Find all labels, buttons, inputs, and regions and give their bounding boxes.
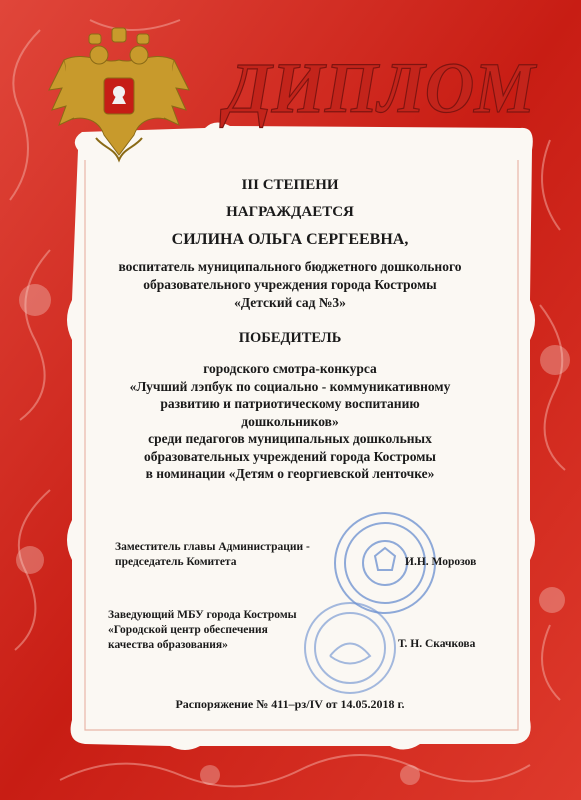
contest-line: в номинации «Детям о георгиевской ленточке» — [145, 466, 435, 481]
signatory-1-name: И.Н. Морозов — [405, 556, 477, 568]
position-line: воспитатель муниципального бюджетного дошкольного — [118, 259, 462, 274]
contest-line: среди педагогов муниципальных дошкольных — [148, 431, 432, 446]
contest-block — [70, 360, 510, 483]
position-block — [70, 258, 510, 312]
degree-text: III СТЕПЕНИ — [241, 177, 339, 193]
signatory-2-role: Заведующий МБУ города Костромы «Городской центр обеспечения качества образования» — [108, 609, 297, 651]
contest-line: образовательных учреждений города Костромы — [144, 448, 436, 464]
recipient-name: СИЛИНА ОЛЬГА СЕРГЕЕВНА, — [171, 231, 409, 248]
contest-line: дошкольников» — [241, 413, 339, 429]
official-stamp-center — [300, 598, 400, 698]
contest-line: развитию и патриотическому воспитанию — [160, 396, 420, 411]
signatory-1-role: Заместитель главы Администрации - председатель Комитета — [115, 541, 310, 568]
awarded-text: НАГРАЖДАЕТСЯ — [226, 204, 354, 220]
double-headed-eagle-emblem — [44, 20, 194, 170]
signatory-2-name: Т. Н. Скачкова — [398, 638, 476, 650]
diploma-title — [215, 40, 555, 130]
position-line: «Детский сад №3» — [234, 295, 346, 310]
contest-line: «Лучший лэпбук по социально - коммуникативному — [129, 378, 451, 394]
contest-line: городского смотра-конкурса — [203, 361, 377, 376]
winner-status: ПОБЕДИТЕЛЬ — [238, 330, 342, 346]
position-line: образовательного учреждения города Костромы — [143, 277, 437, 292]
title-text: ДИПЛОМ — [219, 48, 538, 128]
order-reference: Распоряжение № 411–рз/IV от 14.05.2018 г. — [175, 697, 405, 711]
